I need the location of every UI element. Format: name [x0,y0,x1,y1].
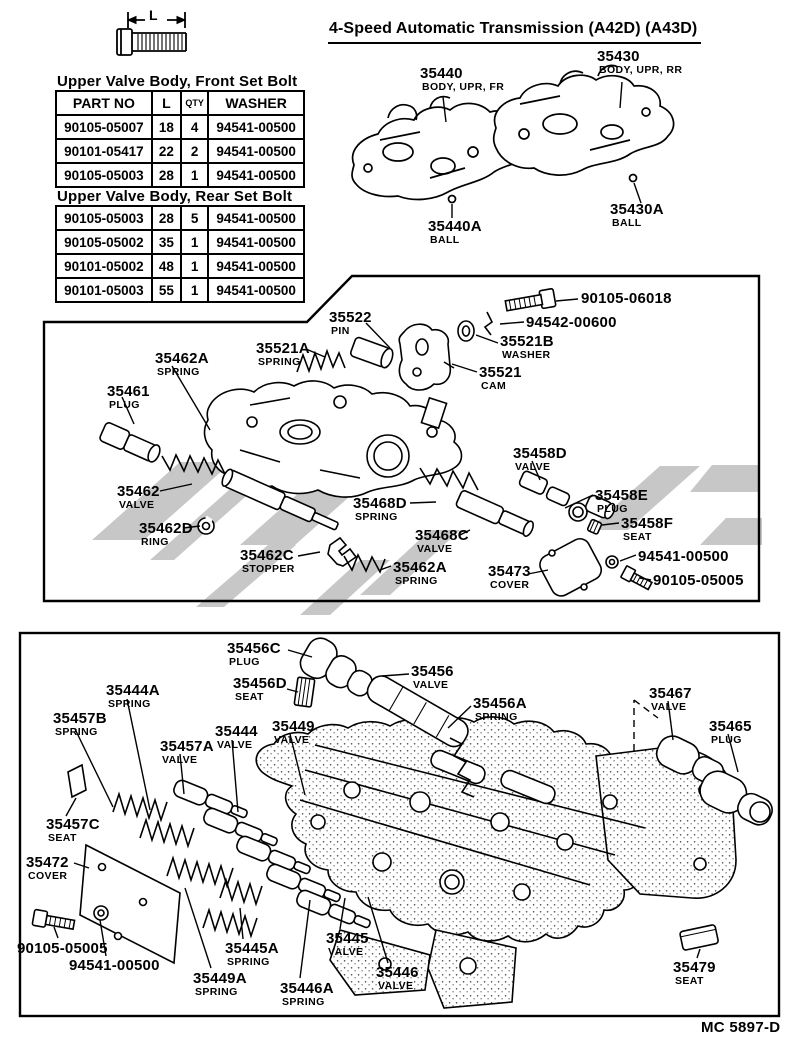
callout-35449-valve: 35449 VALVE [272,718,315,746]
callout-94541-00500-mid: 94541-00500 [638,548,729,565]
callout-35457a-valve: 35457A VALVE [160,738,214,766]
table-row: 90101-05003 55 1 94541-00500 [56,278,304,302]
callout-35440a-ball: 35440A BALL [428,218,482,246]
callout-35445-valve: 35445 VALVE [326,930,369,958]
callout-35446a-spring: 35446A SPRING [280,980,334,1008]
callout-35522-pin: 35522 PIN [329,309,372,337]
callout-35457b-spring: 35457B SPRING [53,710,107,738]
table-row: 90105-05007 18 4 94541-00500 [56,115,304,139]
callout-35468d-spring: 35468D SPRING [353,495,407,523]
callout-90105-05005-mid: 90105-05005 [653,572,744,589]
callout-35462c-stopper: 35462C STOPPER [240,547,295,575]
callout-35444a-spring: 35444A SPRING [106,682,160,710]
drawing-code: MC 5897-D [701,1019,781,1036]
callout-35467-valve: 35467 VALVE [649,685,692,713]
callout-35458f-seat: 35458F SEAT [621,515,674,543]
upper-valve-bodies-art [352,65,674,202]
callout-35479-seat: 35479 SEAT [673,959,716,987]
callout-35456d-seat: 35456D SEAT [233,675,287,703]
callout-35468c-valve: 35468C VALVE [415,527,469,555]
callout-94541-00500-bottom: 94541-00500 [69,957,160,974]
callout-35462-valve: 35462 VALVE [117,483,160,511]
col-qty: QTY [181,91,208,115]
callout-35461-plug: 35461 PLUG [107,383,150,411]
callout-35462a-spring-lower: 35462A SPRING [393,559,447,587]
callout-35458d-valve: 35458D VALVE [513,445,567,473]
callout-35472-cover: 35472 COVER [26,854,69,882]
callout-35462d-ring: 35462D RING [139,520,193,548]
callout-35465-plug: 35465 PLUG [709,718,752,746]
rear-table-heading: Upper Valve Body, Rear Set Bolt [57,188,293,205]
callout-35458e-plug: 35458E PLUG [595,487,648,515]
col-washer: WASHER [208,91,304,115]
col-part-no: PART NO [56,91,152,115]
bolt-length-label: L [149,7,158,23]
table-row: 90101-05417 22 2 94541-00500 [56,139,304,163]
page-title: 4-Speed Automatic Transmission (A42D) (A43D) [328,20,701,44]
callout-35445a-spring: 35445A SPRING [225,940,279,968]
ball-35440a-icon [449,196,456,203]
callout-35449a-spring: 35449A SPRING [193,970,247,998]
callout-35456a-spring: 35456A SPRING [473,695,527,723]
callout-35521b-washer: 35521B WASHER [500,333,554,361]
callout-35444-valve: 35444 VALVE [215,723,258,751]
callout-90105-05005-bottom: 90105-05005 [17,940,108,957]
callout-35446-valve: 35446 VALVE [376,964,419,992]
callout-94542-00600: 94542-00600 [526,314,617,331]
front-table-heading: Upper Valve Body, Front Set Bolt [57,73,298,90]
col-l: L [152,91,181,115]
callout-35473-cover: 35473 COVER [488,563,531,591]
callout-35440-body-upr-fr: 35440 BODY, UPR, FR [420,65,505,93]
callout-35456c-plug: 35456C PLUG [227,640,281,668]
callout-35456-valve: 35456 VALVE [411,663,454,691]
table-row: 90105-05002 35 1 94541-00500 [56,230,304,254]
callout-35521-cam: 35521 CAM [479,364,522,392]
table-row: 90105-05003 28 5 94541-00500 [56,206,304,230]
callout-35462a-spring-upper: 35462A SPRING [155,350,209,378]
callout-35521a-spring: 35521A SPRING [256,340,310,368]
callout-35430a-ball: 35430A BALL [610,201,664,229]
table-row: 90101-05002 48 1 94541-00500 [56,254,304,278]
table-row: 90105-05003 28 1 94541-00500 [56,163,304,187]
callout-35430-body-upr-rr: 35430 BODY, UPR, RR [597,48,683,76]
callout-35457c-seat: 35457C SEAT [46,816,100,844]
ball-35430a-icon [630,175,637,182]
callout-90105-06018: 90105-06018 [581,290,672,307]
